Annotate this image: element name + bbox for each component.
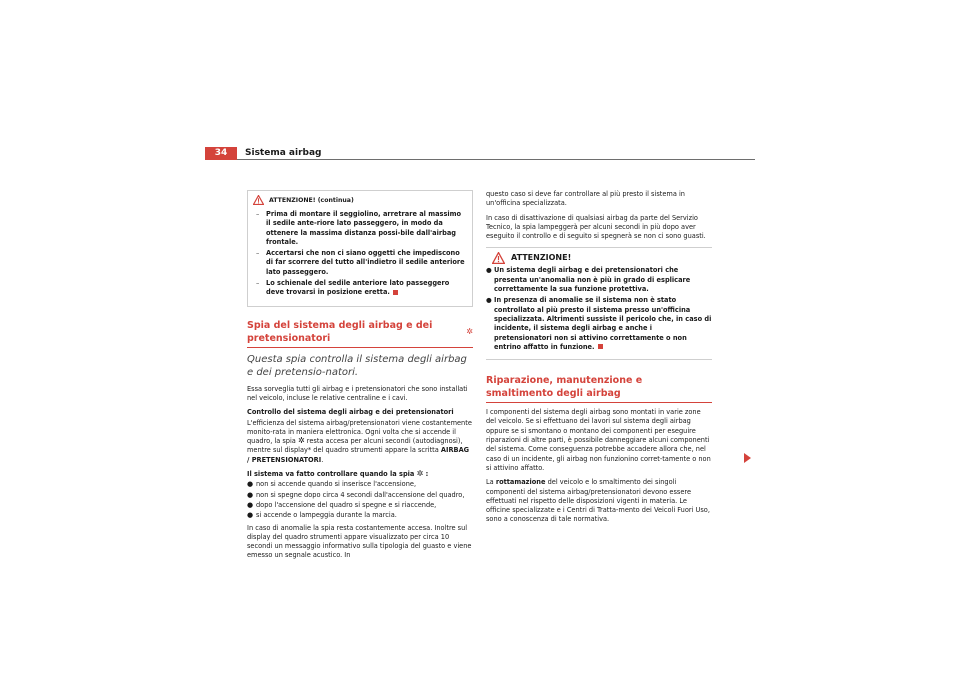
airbag-lamp-icon: ✲ [466,326,473,336]
section-title-repair: Riparazione, manutenzione e smaltimento degli airbag [486,374,712,403]
attention-item: ● Un sistema degli airbag e dei pretensionatori che presenta un'anomalia non è più in grado di esplicare correttamente la sua funzione protettiva. [486,266,691,294]
paragraph-control: L'efficienza del sistema airbag/pretensionatori viene costantemente monito-rata in maniera elettronica. Ogni volta che si accende il quadro, la spia ✲ resta accesa per alcuni secondi (autodiagnosi), mentre sul display* del quadro strumenti appare la scritta AIRBAG / PRETENSIONATORI. [247,418,472,464]
warning-item: – Lo schienale del sedile anteriore lato passeggero deve trovarsi in posizione eretta. [256,279,450,297]
list-item: ● non si accende quando si inserisce l'accensione, [247,480,417,489]
list-item: ● si accende o lampeggia durante la marcia. [247,511,397,520]
attention-title: ATTENZIONE! [511,252,572,262]
paragraph: questo caso si deve far controllare al più presto il sistema in un'officina specializzata. [486,190,685,208]
section-title-airbag-lamp: Spia del sistema degli airbag e dei pretensionatori ✲ [247,319,473,348]
warning-item: – Accertarsi che non ci siano oggetti che impediscono di far scorrere del tutto all'indietro il sedile anteriore lato passeggero. [256,249,465,276]
warning-triangle-icon [492,252,503,262]
warning-box-title: ATTENZIONE! (continua) [269,196,354,204]
subheading-check: Il sistema va fatto controllare quando la spia ✲ : [247,469,429,479]
paragraph: Essa sorveglia tutti gli airbag e i pretensionatori che sono installati nel veicolo, incluse le relative centraline e i cavi. [247,384,468,402]
attention-box [486,247,712,360]
page-number: 34 [205,147,237,160]
paragraph: In caso di disattivazione di qualsiasi airbag da parte del Servizio Tecnico, la spia lampeggerà per alcuni secondi in più dopo aver eseguito il controllo e di seguito si spegnerà se non ci sono guasti. [486,213,706,241]
warning-box-continued [247,190,473,307]
bullet-list [247,480,473,520]
warning-triangle-icon [253,195,264,205]
running-title: Sistema airbag [245,148,322,158]
subheading-control: Controllo del sistema degli airbag e dei pretensionatori [247,408,454,417]
paragraph: In caso di anomalie la spia resta costantemente accesa. Inoltre sul display del quadro strumenti appare visualizzato per circa 10 secondi un messaggio informativo sulla tipologia del guasto e viene emesso un segnale acustico. In [247,523,472,560]
list-item: ● non si spegne dopo circa 4 secondi dall'accensione del quadro, [247,490,465,499]
airbag-lamp-icon: ✲ [297,436,305,446]
paragraph-disposal: La rottamazione del veicolo e lo smaltimento dei singoli componenti del sistema airbag/pretensionatori devono essere effettuati nel rispetto delle disposizioni vigenti in materia. Le officine specializzate e i Centri di Tratta-mento dei Veicoli Fuori Uso, sono a conoscenza di tale normativa. [486,478,710,524]
attention-item: ● In presenza di anomalie se il sistema non è stato controllato al più presto il sistema presso un'officina specializzata. Altrimenti sussiste il pericolo che, in caso di incidente, il sistema degli airbag e anche i pretensionatori non si attivino correttamente o non entrino affatto in funzione. [486,296,712,351]
left-column [247,190,473,566]
end-of-section-marker [598,344,603,349]
next-page-arrow-icon [744,453,751,463]
end-of-section-marker [393,290,398,295]
paragraph: I componenti del sistema degli airbag sono montati in varie zone del veicolo. Se si effettuano dei lavori sul sistema degli airbag oppure se si smontano o montano dei componenti per eseguire riparazioni di altre parti, è possibile danneggiare alcuni componenti del sistema. Come conseguenza potrebbe accadere allora che, nel caso di un incidente, gli airbag non funzionino corret-tamente o non si attivino affatto. [486,408,711,472]
list-item: ● dopo l'accensione del quadro si spegne e si riaccende, [247,500,437,509]
right-column [486,190,712,530]
section-intro: Questa spia controlla il sistema degli airbag e dei pretensio-natori. [247,353,467,378]
warning-item: – Prima di montare il seggiolino, arretrare al massimo il sedile ante-riore lato passeggero, in modo da ottenere la massima distanza possi-bile dall'airbag frontale. [256,210,462,246]
airbag-lamp-icon: ✲ [416,469,424,479]
